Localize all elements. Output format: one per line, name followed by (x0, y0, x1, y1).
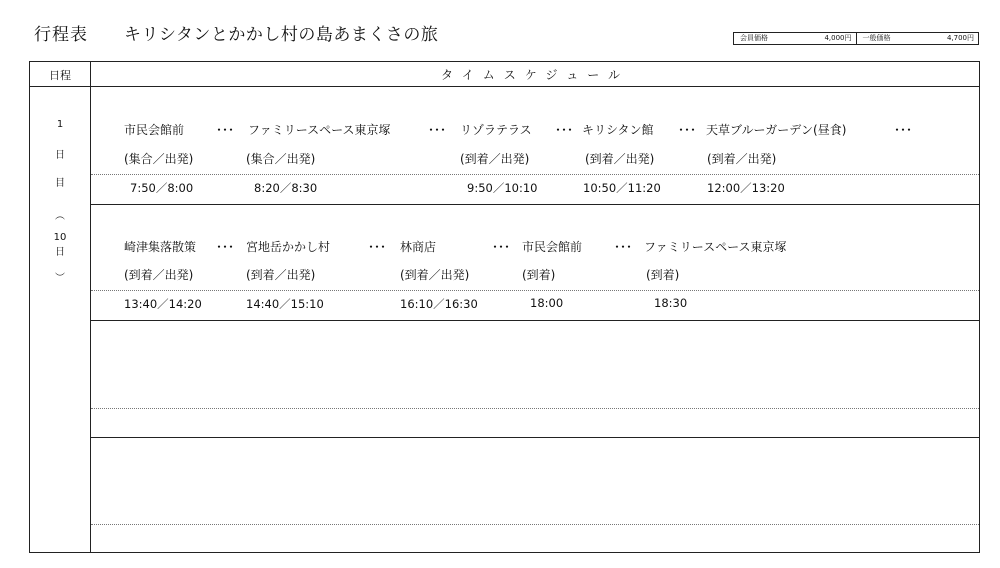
place-item: 市民会館前 (522, 240, 583, 254)
day-number: 1 (56, 119, 64, 130)
header-row-line (30, 86, 979, 87)
separator: ･･･ (428, 123, 447, 137)
separator: ･･･ (894, 123, 913, 137)
place-item: 崎津集落散策 (124, 240, 197, 254)
schedule-column-header: タイムスケジュール (440, 68, 630, 82)
separator: ･･･ (368, 240, 387, 254)
status-item: (到着／出発) (585, 152, 655, 166)
status-item: (到着／出発) (124, 268, 194, 282)
member-price-label: 会員価格 (740, 34, 768, 42)
place-item: 天草ブルーガーデン(昼食) (706, 123, 847, 137)
time-item: 9:50／10:10 (467, 181, 538, 195)
place-item: 林商店 (400, 240, 437, 254)
place-item: ファミリースペース東京塚 (644, 240, 787, 254)
page-label: 行程表 (34, 25, 88, 45)
day-column-header: 日程 (49, 69, 71, 82)
place-item: キリシタン館 (582, 123, 654, 137)
place-item: リゾラテラス (460, 123, 532, 137)
place-item: 宮地岳かかし村 (246, 240, 331, 254)
date-number: 10 (53, 232, 67, 243)
date-char: 日 (55, 247, 65, 258)
time-item: 12:00／13:20 (707, 181, 785, 195)
status-item: (集合／出発) (124, 152, 194, 166)
time-item: 14:40／15:10 (246, 297, 324, 311)
price-box (733, 32, 979, 45)
separator: ･･･ (492, 240, 511, 254)
block1-bottom-line (91, 204, 979, 205)
day-char: 日 (55, 150, 65, 161)
status-item: (到着／出発) (246, 268, 316, 282)
separator: ･･･ (555, 123, 574, 137)
tour-title: キリシタンとかかし村の島あまくさの旅 (124, 25, 439, 45)
time-item: 18:30 (654, 296, 688, 310)
itinerary-table (29, 61, 980, 553)
time-item: 7:50／8:00 (130, 181, 194, 195)
member-price (734, 33, 856, 44)
empty-block3-dotted-line (91, 408, 979, 409)
separator: ･･･ (678, 123, 697, 137)
status-item: (集合／出発) (246, 152, 316, 166)
day-char-me: 目 (55, 178, 65, 189)
time-item: 18:00 (530, 296, 564, 310)
status-item: (到着／出発) (400, 268, 470, 282)
separator: ･･･ (216, 123, 235, 137)
time-item: 13:40／14:20 (124, 297, 202, 311)
status-item: (到着) (522, 268, 556, 282)
status-item: (到着) (646, 268, 680, 282)
block2-dotted-line (91, 290, 979, 291)
time-item: 10:50／11:20 (583, 181, 661, 195)
close-paren: ︶ (55, 273, 65, 284)
time-item: 8:20／8:30 (254, 181, 318, 195)
member-price-value: 4,000円 (824, 34, 852, 42)
column-divider (90, 62, 91, 552)
general-price-value: 4,700円 (946, 34, 974, 42)
separator: ･･･ (614, 240, 633, 254)
place-item: ファミリースペース東京塚 (248, 123, 391, 137)
empty-block3-bottom-line (91, 437, 979, 438)
place-item: 市民会館前 (124, 123, 185, 137)
block1-dotted-line (91, 174, 979, 175)
general-price-label: 一般価格 (862, 34, 891, 42)
separator: ･･･ (216, 240, 235, 254)
status-item: (到着／出発) (707, 152, 777, 166)
time-item: 16:10／16:30 (400, 297, 478, 311)
status-item: (到着／出発) (460, 152, 530, 166)
empty-block4-dotted-line (91, 524, 979, 525)
open-paren: ︵ (55, 211, 65, 222)
block2-bottom-line (91, 320, 979, 321)
general-price (856, 33, 979, 44)
